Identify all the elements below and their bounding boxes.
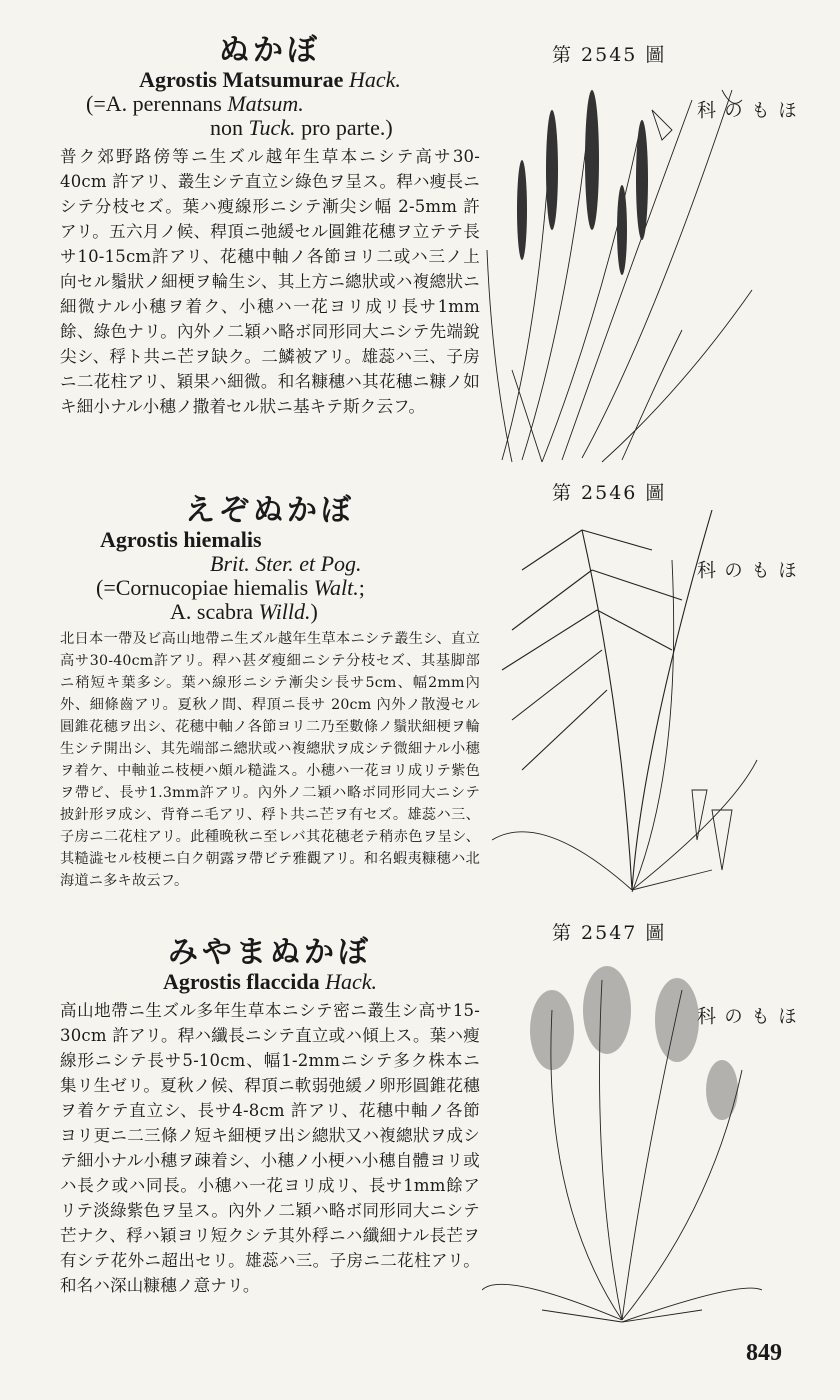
entry-text: [60, 34, 480, 419]
plant-illustration: [482, 70, 762, 470]
latin-name: Agrostis hiemalis: [100, 527, 262, 552]
entry-text: [60, 936, 480, 1298]
syn-prefix-2: A. scabra: [170, 599, 259, 624]
latin-author: Hack.: [348, 67, 401, 92]
figure-label: 第 2545 圖: [552, 44, 667, 66]
synonym-line: [60, 92, 480, 116]
latin-name: Agrostis flaccida: [162, 969, 320, 994]
latin-name-line: [60, 68, 480, 92]
page-number: 849: [746, 1340, 782, 1366]
family-label: ほもの科: [694, 560, 797, 593]
plant-illustration: [482, 510, 762, 900]
description: 北日本一帶及ビ高山地帶ニ生ズル越年生草本ニシテ叢生シ、直立高サ30-40cm許アリ。稈ハ甚ダ瘦細ニシテ分枝セズ、其基脚部ニ稍短キ葉多シ。葉ハ線形ニシテ漸尖シ長サ5cm、幅2mm內外、細條齒アリ。夏秋ノ間、稈頂ニ長サ 20cm 內外ノ散漫セル圓錐花穗ヲ出シ、花穗中軸ノ各節ヨリ二乃至數條ノ鬚狀細梗ヲ輪生シテ開出シ、其先端部ニ總狀或ハ複總狀ヲ成シテ微細ナル小穗ヲ着ケ、中軸並ニ枝梗ハ頗ル糙澁ス。小穗ハ一花ヨリ成リテ紫色ヲ帶ビ、長サ1.3mm許アリ。內外ノ二穎ハ略ボ同形同大ニシテ披針形ヲ成シ、背脊ニ毛アリ、稃ト共ニ芒ヲ有セズ。雄蕊ハ三、子房ニ二花柱アリ。此種晚秋ニ至レバ其花穗老テ稍赤色ヲ呈シ、其糙澁セル枝梗ニ白ク朝露ヲ帶ビテ雅觀アリ。和名蝦夷糠穗ハ北海道ニ多キ故云フ。: [60, 631, 480, 889]
family-label: ほもの科: [694, 1006, 797, 1039]
syn-author-2: Tuck.: [248, 115, 296, 140]
jp-name: みやまぬかぼ: [168, 935, 372, 970]
latin-author-line: [60, 552, 480, 576]
jp-name: ぬかぼ: [219, 33, 321, 68]
description: 高山地帶ニ生ズル多年生草本ニシテ密ニ叢生シ高サ15-30cm 許アリ。稈ハ纖長ニシテ直立或ハ傾上ス。葉ハ瘦線形ニシテ長サ5-10cm、幅1-2mmニシテ多ク株本ニ集リ生ゼリ。夏秋ノ候、稈頂ニ軟弱弛緩ノ卵形圓錐花穗ヲ着ケテ直立シ、長サ4-8cm 許アリ、花穗中軸ノ各節ヨリ更ニ二三條ノ短キ細梗ヲ出シ總狀又ハ複總狀ヲ成シテ細小ナル小穗ヲ疎着シ、小穗ノ小梗ハ小穗自體ヨリ或ハ長ク或ハ同長。小穗ハ一花ヨリ成リ、長サ1mm餘アリテ淡綠紫色ヲ呈ス。內外ノ二穎ハ略ボ同形同大ニシテ芒ナク、稃ハ穎ヨリ短クシテ其外稃ニハ纖細ナル長芒ヲ有シテ花外ニ超出セリ。雄蕊ハ三。子房ニ二花柱アリ。和名ハ深山糠穗ノ意ナリ。: [60, 1001, 480, 1295]
figure-label: 第 2546 圖: [552, 482, 667, 504]
synonym-line-2: [60, 116, 480, 140]
family-label: ほもの科: [694, 100, 797, 133]
syn-suffix: ;: [358, 575, 365, 600]
syn-suffix-2: ): [310, 599, 318, 624]
latin-name: Agrostis Matsumurae: [139, 67, 344, 92]
syn-prefix-2: non: [210, 115, 249, 140]
synonym-line-2: [60, 600, 480, 624]
synonym-line: [60, 576, 480, 600]
latin-author: Hack.: [325, 969, 378, 994]
syn-author: Walt.: [313, 575, 359, 600]
syn-suffix-2: pro parte.): [295, 115, 393, 140]
syn-author-2: Willd.: [258, 599, 311, 624]
latin-name-line: [60, 970, 480, 994]
plant-illustration: [482, 950, 762, 1330]
figure-label: 第 2547 圖: [552, 922, 667, 944]
syn-prefix: (=A. perennans: [86, 91, 228, 116]
latin-author: Brit. Ster. et Pog.: [210, 551, 362, 576]
description: 普ク郊野路傍等ニ生ズル越年生草本ニシテ高サ30-40cm 許アリ、叢生シテ直立シ綠色ヲ呈ス。稈ハ瘦長ニシテ分枝セズ。葉ハ瘦線形ニシテ漸尖シ幅 2-5mm 許アリ。五六月ノ候、稈頂ニ弛緩セル圓錐花穗ヲ立テテ長サ10-15cm許アリ、花穗中軸ノ各節ヨリ二或ハ三ノ上向セル鬚狀ノ細梗ヲ輪生シ、其上方ニ總狀或ハ複總狀ニ細微ナル小穗ヲ着ク、小穗ハ一花ヨリ成リ長サ1mm餘、綠色ナリ。內外ノ二穎ハ略ボ同形同大ニシテ先端銳尖シ、稃ト共ニ芒ヲ缺ク。二鱗被アリ。雄蕊ハ三、子房ニ二花柱アリ、穎果ハ細微。和名糠穗ハ其花穗ニ糠ノ如キ細小ナル小穗ノ撒着セル狀ニ基キテ斯ク云フ。: [60, 147, 480, 416]
entry-text: [60, 494, 480, 892]
syn-prefix: (=Cornucopiae hiemalis: [96, 575, 314, 600]
jp-name: えぞぬかぼ: [185, 493, 355, 528]
syn-author: Matsum.: [227, 91, 304, 116]
